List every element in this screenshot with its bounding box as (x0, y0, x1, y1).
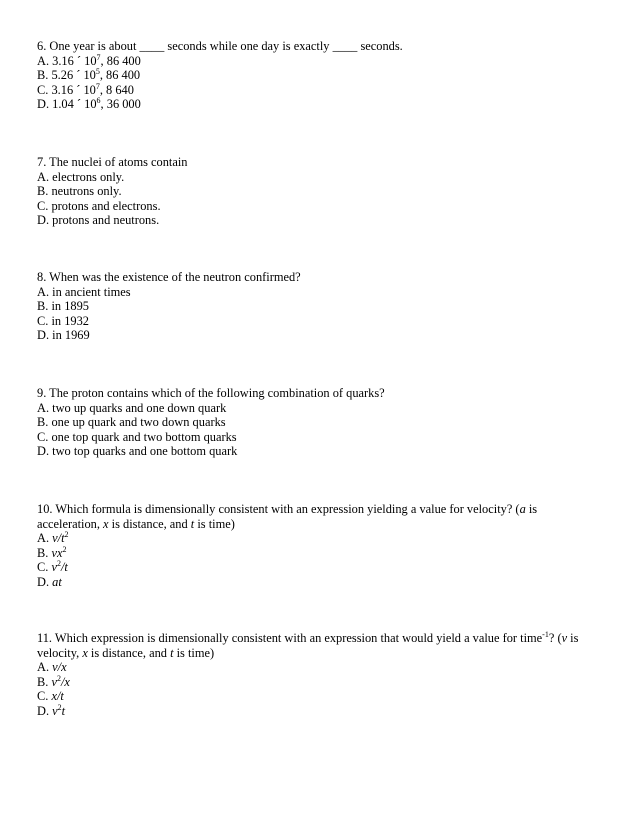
question-10-choice-b: B. $vx^2$ (37, 544, 67, 560)
question-6-stem: 6. One year is about ____ seconds while one day is exactly ____ seconds. (37, 39, 403, 53)
question-7-choice-a: A. electrons only. (37, 169, 125, 184)
question-6-choice-b: B. 5.26 ´ $10^5$, 86 400 (37, 67, 141, 83)
question-9-stem: 9. The proton contains which of the following combination of quarks? (37, 386, 385, 400)
question-6-choice-d: D. 1.04 ´ $10^6$, 36 000 (37, 96, 141, 112)
question-8 (37, 270, 597, 343)
question-10-choice-a: A. $v/t^2$ (37, 530, 69, 546)
question-6-choice-a: A. 3.16 ´ $10^7$, 86 400 (37, 52, 141, 68)
question-7-choice-c: C. protons and electrons. (37, 198, 161, 213)
question-8-choice-b: B. in 1895 (37, 299, 89, 314)
question-7-choice-d: D. protons and neutrons. (37, 213, 160, 228)
question-9-choice-a: A. two up quarks and one down quark (37, 400, 227, 415)
question-11-choice-b: B. $v^2/x$ (37, 673, 70, 689)
question-11-stem: 11. Which expression is dimensionally consistent with an expression that would yield a value for time$^{-1}$? (v is velocity, x is distance, and t is time) (37, 630, 579, 660)
question-6-choice-c: C. 3.16 ´ $10^7$, 8 640 (37, 81, 134, 97)
question-11-choice-d: D. $v^2t$ (37, 702, 66, 718)
question-10-choice-d: D. at (37, 574, 62, 589)
question-9-choice-c: C. one top quark and two bottom quarks (37, 429, 237, 444)
question-11 (37, 631, 597, 719)
question-9 (37, 386, 597, 459)
question-11-choice-a: A. v/x (37, 660, 67, 675)
question-7 (37, 155, 597, 228)
question-10-choice-c: C. $v^2/t$ (37, 559, 68, 575)
question-10 (37, 502, 597, 590)
question-11-choice-c: C. x/t (37, 689, 64, 704)
question-6 (37, 39, 597, 112)
question-7-choice-b: B. neutrons only. (37, 184, 122, 199)
question-8-choice-d: D. in 1969 (37, 328, 90, 343)
question-10-stem: 10. Which formula is dimensionally consistent with an expression yielding a value for velocity? (a is acceleration, x is distance, and t is time) (37, 502, 538, 531)
question-8-stem: 8. When was the existence of the neutron confirmed? (37, 270, 301, 284)
question-8-choice-c: C. in 1932 (37, 313, 89, 328)
question-9-choice-b: B. one up quark and two down quarks (37, 415, 226, 430)
question-9-choice-d: D. two top quarks and one bottom quark (37, 444, 238, 459)
question-8-choice-a: A. in ancient times (37, 284, 131, 299)
question-7-stem: 7. The nuclei of atoms contain (37, 155, 188, 169)
